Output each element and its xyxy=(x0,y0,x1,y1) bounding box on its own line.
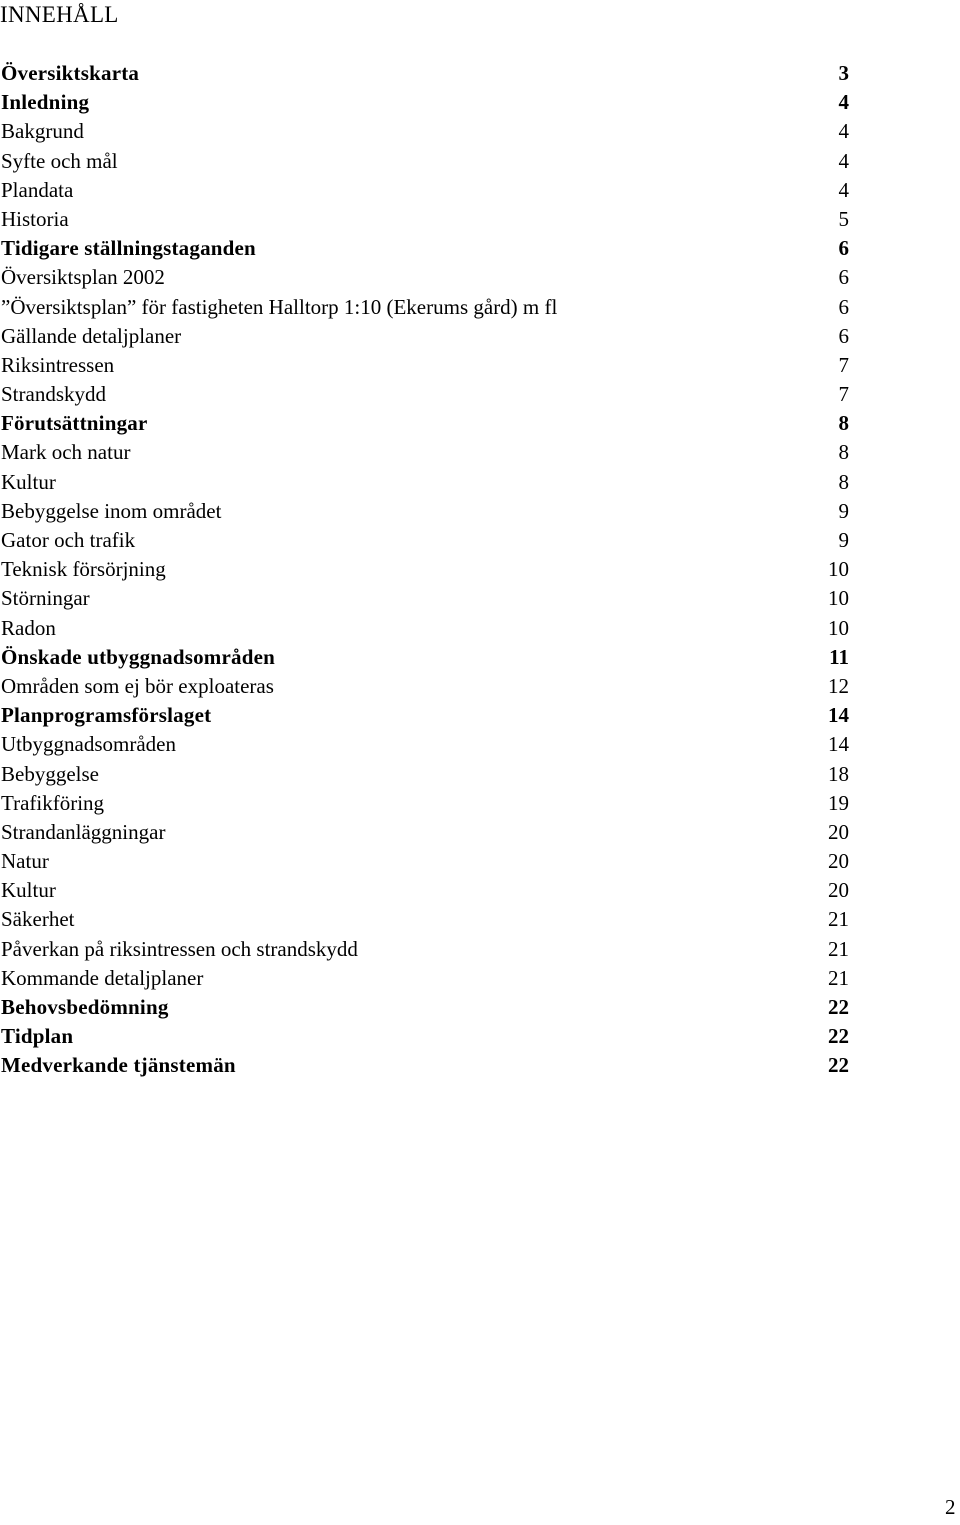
toc-entry xyxy=(0,1022,960,1051)
toc-entry-label: Bakgrund xyxy=(1,119,84,144)
toc-entry-label: Plandata xyxy=(1,177,74,202)
toc-entry-label: Planprogramsförslaget xyxy=(1,703,212,728)
toc-entry-label: Teknisk försörjning xyxy=(1,557,166,582)
toc-entry-label: Bebyggelse inom området xyxy=(1,498,222,523)
page-title: INNEHÅLL xyxy=(0,2,119,27)
toc-entry-page: 14 xyxy=(828,703,849,728)
toc-entry xyxy=(0,293,960,322)
toc-entry xyxy=(0,760,960,789)
toc-entry-page: 14 xyxy=(828,732,849,757)
toc-entry-page: 6 xyxy=(838,236,849,261)
toc-entry xyxy=(0,905,960,934)
toc-entry-label: Säkerhet xyxy=(1,907,75,932)
toc-entry xyxy=(0,59,960,88)
toc-entry-page: 22 xyxy=(828,995,849,1019)
toc-entry xyxy=(0,701,960,730)
toc-entry-label: Kultur xyxy=(1,878,56,903)
toc-entry-label: Gällande detaljplaner xyxy=(1,323,182,348)
toc-entry-page: 12 xyxy=(828,673,849,698)
toc-entry-page: 6 xyxy=(838,323,849,348)
toc-entry xyxy=(0,818,960,847)
toc-entry-label: Inledning xyxy=(1,90,90,115)
toc-entry xyxy=(0,672,960,701)
toc-entry-label: Översiktskarta xyxy=(1,61,140,85)
toc-entry xyxy=(0,438,960,467)
toc-entry-label: Gator och trafik xyxy=(1,528,136,552)
toc-entry xyxy=(0,730,960,759)
toc-entry-label: Strandskydd xyxy=(1,382,106,407)
toc-entry xyxy=(0,789,960,818)
toc-entry-page: 4 xyxy=(838,90,849,115)
toc-entry-page: 10 xyxy=(828,586,849,611)
toc-entry xyxy=(0,555,960,584)
toc-entry-label: Behovsbedömning xyxy=(1,995,169,1019)
toc-entry xyxy=(0,1051,960,1080)
toc-entry-page: 21 xyxy=(828,907,849,932)
toc-entry xyxy=(0,117,960,146)
toc-entry-page: 4 xyxy=(838,148,849,173)
toc-entry-label: Kultur xyxy=(1,469,56,494)
toc-entry-page: 8 xyxy=(838,440,849,465)
toc-entry-label: Trafikföring xyxy=(1,790,105,815)
toc-entry xyxy=(0,234,960,263)
toc-entry xyxy=(0,351,960,380)
toc-entry-label: Tidplan xyxy=(1,1024,74,1049)
toc-entry-label: Översiktsplan 2002 xyxy=(1,265,165,290)
toc-entry-page: 6 xyxy=(838,265,849,290)
toc-entry-page: 10 xyxy=(828,557,849,582)
toc-entry xyxy=(0,380,960,409)
toc-entry xyxy=(0,584,960,613)
toc-entry-page: 7 xyxy=(838,352,849,377)
toc-entry-page: 19 xyxy=(828,790,849,815)
toc-entry-label: Områden som ej bör exploateras xyxy=(1,673,274,698)
toc-entry xyxy=(0,468,960,497)
toc-entry-label: Bebyggelse xyxy=(1,761,99,786)
toc-entry-page: 5 xyxy=(838,206,849,231)
toc-entry-page: 21 xyxy=(828,965,849,990)
toc-entry-page: 7 xyxy=(838,382,849,407)
toc-entry xyxy=(0,147,960,176)
toc-entry-label: Störningar xyxy=(1,586,90,611)
toc-entry-label: Önskade utbyggnadsområden xyxy=(1,644,275,669)
toc-entry-label: Förutsättningar xyxy=(1,411,148,436)
toc-entry-page: 8 xyxy=(838,469,849,494)
toc-entry xyxy=(0,964,960,993)
toc-entry-label: ”Översiktsplan” för fastigheten Halltorp 1:10 (Ekerums gård) m fl xyxy=(1,294,558,319)
toc-entry xyxy=(0,88,960,117)
toc-entry xyxy=(0,176,960,205)
toc-entry-page: 22 xyxy=(828,1053,849,1078)
toc-entry-label: Utbyggnadsområden xyxy=(1,732,176,757)
toc-entry-page: 22 xyxy=(828,1024,849,1049)
toc-entry xyxy=(0,643,960,672)
toc-entry xyxy=(0,409,960,438)
toc-entry-label: Tidigare ställningstaganden xyxy=(1,236,256,261)
toc-entry-page: 11 xyxy=(829,644,849,669)
toc-entry xyxy=(0,526,960,555)
toc-entry-label: Påverkan på riksintressen och strandskydd xyxy=(1,936,358,961)
toc-entry xyxy=(0,935,960,964)
page-number: 2 xyxy=(945,1495,956,1519)
toc-entry-page: 20 xyxy=(828,819,849,844)
toc-entry xyxy=(0,205,960,234)
toc-entry-label: Strandanläggningar xyxy=(1,819,166,844)
toc-entry xyxy=(0,876,960,905)
toc-entry-label: Mark och natur xyxy=(1,440,131,465)
toc-entry-page: 4 xyxy=(838,177,849,202)
toc-entry-label: Riksintressen xyxy=(1,352,115,377)
toc-entry-label: Medverkande tjänstemän xyxy=(1,1053,236,1078)
toc-entry-page: 18 xyxy=(828,761,849,786)
table-of-contents xyxy=(0,59,960,1081)
toc-entry-page: 3 xyxy=(838,61,849,85)
toc-entry xyxy=(0,263,960,292)
toc-entry xyxy=(0,614,960,643)
toc-entry xyxy=(0,322,960,351)
toc-entry-page: 10 xyxy=(828,615,849,640)
toc-entry xyxy=(0,497,960,526)
toc-entry-page: 21 xyxy=(828,936,849,961)
toc-entry-page: 6 xyxy=(838,294,849,319)
toc-entry-label: Radon xyxy=(1,615,56,640)
toc-entry-label: Natur xyxy=(1,849,49,874)
toc-entry xyxy=(0,993,960,1022)
toc-entry-label: Historia xyxy=(1,206,69,231)
toc-entry-page: 9 xyxy=(838,498,849,523)
toc-entry xyxy=(0,847,960,876)
toc-entry-page: 20 xyxy=(828,878,849,903)
toc-entry-page: 4 xyxy=(838,119,849,144)
toc-entry-page: 8 xyxy=(838,411,849,436)
toc-entry-label: Kommande detaljplaner xyxy=(1,965,204,990)
toc-entry-label: Syfte och mål xyxy=(1,148,118,173)
toc-entry-page: 9 xyxy=(838,528,849,552)
toc-entry-page: 20 xyxy=(828,849,849,874)
